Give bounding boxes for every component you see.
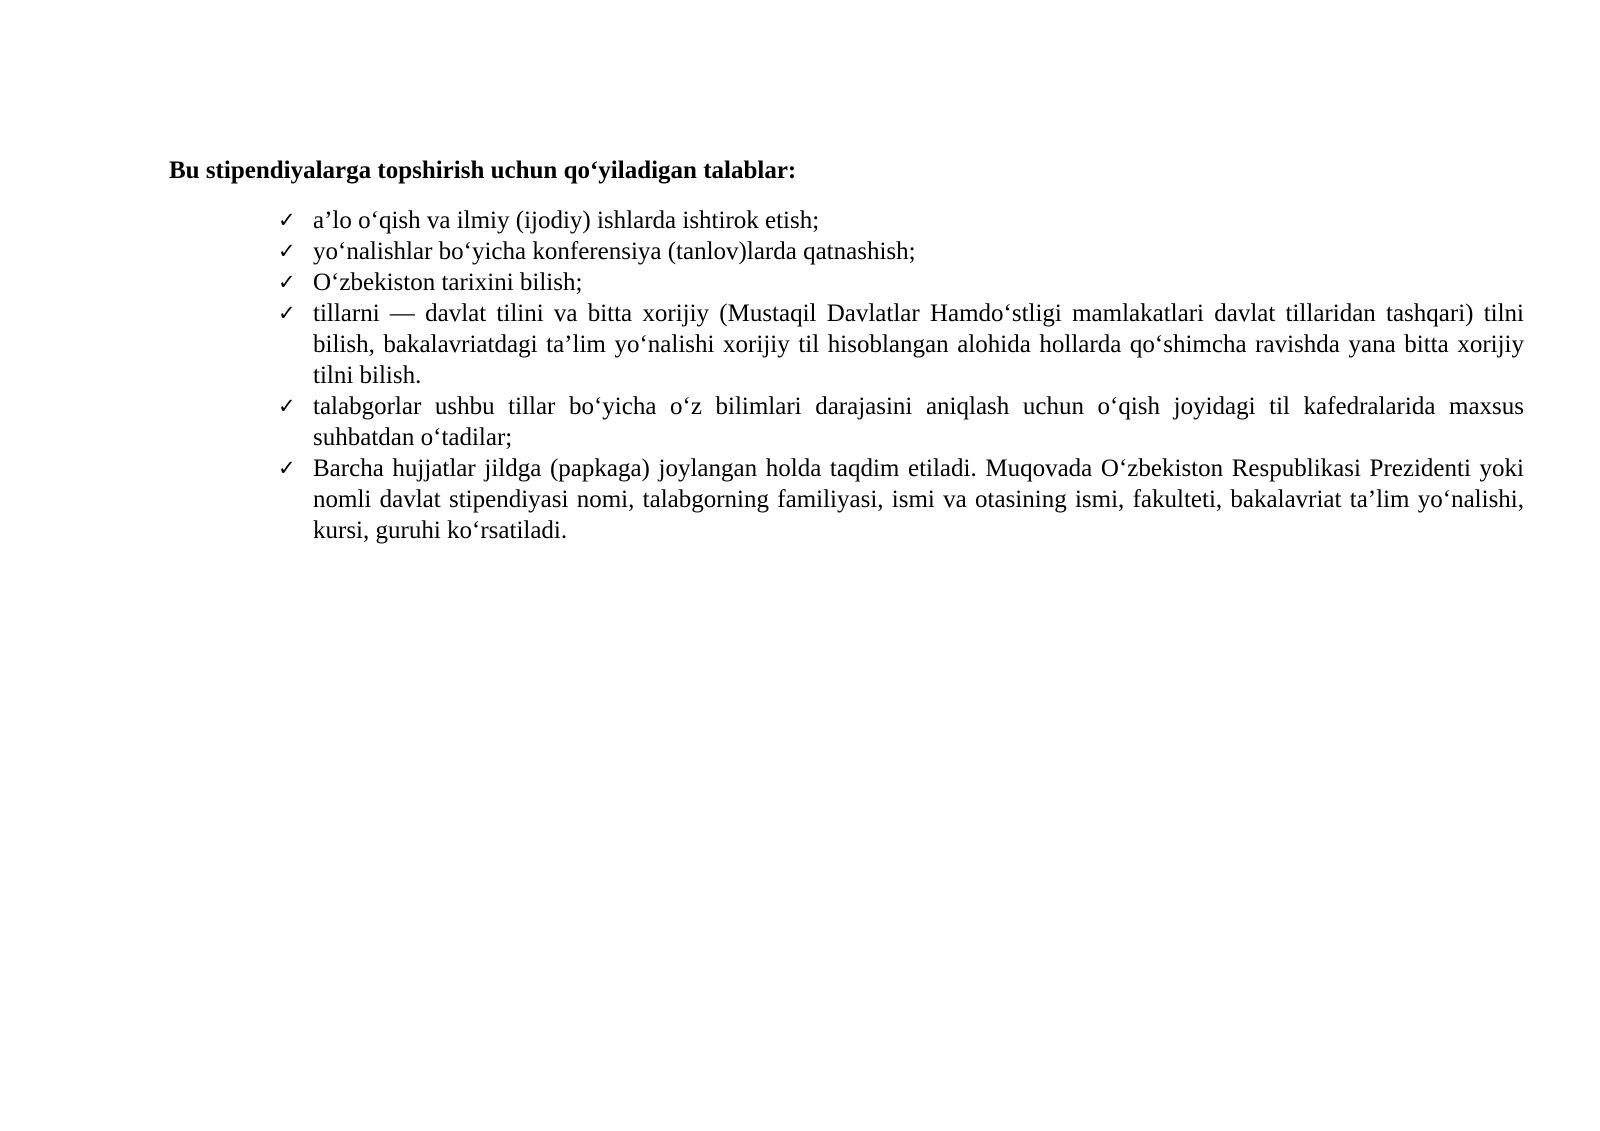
- requirement-text: O‘zbekiston tarixini bilish;: [313, 269, 583, 296]
- requirements-list: [278, 205, 1524, 546]
- check-mark-icon: ✓: [278, 394, 296, 418]
- requirement-text: Barcha hujjatlar jildga (papkaga) joylangan holda taqdim etiladi. Muqovada O‘zbekiston Respublikasi Prezidenti yoki nomli davlat stipendiyasi nomi, talabgorning familiyasi, ismi va otasining ismi, fakulteti, bakalavriat ta’lim yo‘nalishi, kursi, guruhi ko‘rsatiladi.: [313, 455, 1524, 544]
- list-item: [278, 267, 1524, 298]
- list-item: [278, 205, 1524, 236]
- requirement-text: a’lo o‘qish va ilmiy (ijodiy) ishlarda ishtirok etish;: [313, 207, 820, 234]
- requirements-heading: Bu stipendiyalarga topshirish uchun qo‘yiladigan talablar:: [169, 157, 797, 184]
- requirement-text: talabgorlar ushbu tillar bo‘yicha o‘z bilimlari darajasini aniqlash uchun o‘qish joyidagi til kafedralarida maxsus suhbatdan o‘tadilar;: [313, 393, 1524, 451]
- requirement-text: tillarni — davlat tilini va bitta xorijiy (Mustaqil Davlatlar Hamdo‘stligi mamlakatlari davlat tillaridan tashqari) tilni bilish, bakalavriatdagi ta’lim yo‘nalishi xorijiy til hisoblangan alohida hollarda qo‘shimcha ravishda yana bitta xorijiy tilni bilish.: [313, 300, 1524, 389]
- check-mark-icon: ✓: [278, 239, 296, 263]
- check-mark-icon: ✓: [278, 270, 296, 294]
- requirement-text: yo‘nalishlar bo‘yicha konferensiya (tanlov)larda qatnashish;: [313, 238, 916, 265]
- list-item: [278, 298, 1524, 391]
- list-item: [278, 453, 1524, 546]
- list-item: [278, 236, 1524, 267]
- check-mark-icon: ✓: [278, 208, 296, 232]
- check-mark-icon: ✓: [278, 456, 296, 480]
- list-item: [278, 391, 1524, 453]
- check-mark-icon: ✓: [278, 301, 296, 325]
